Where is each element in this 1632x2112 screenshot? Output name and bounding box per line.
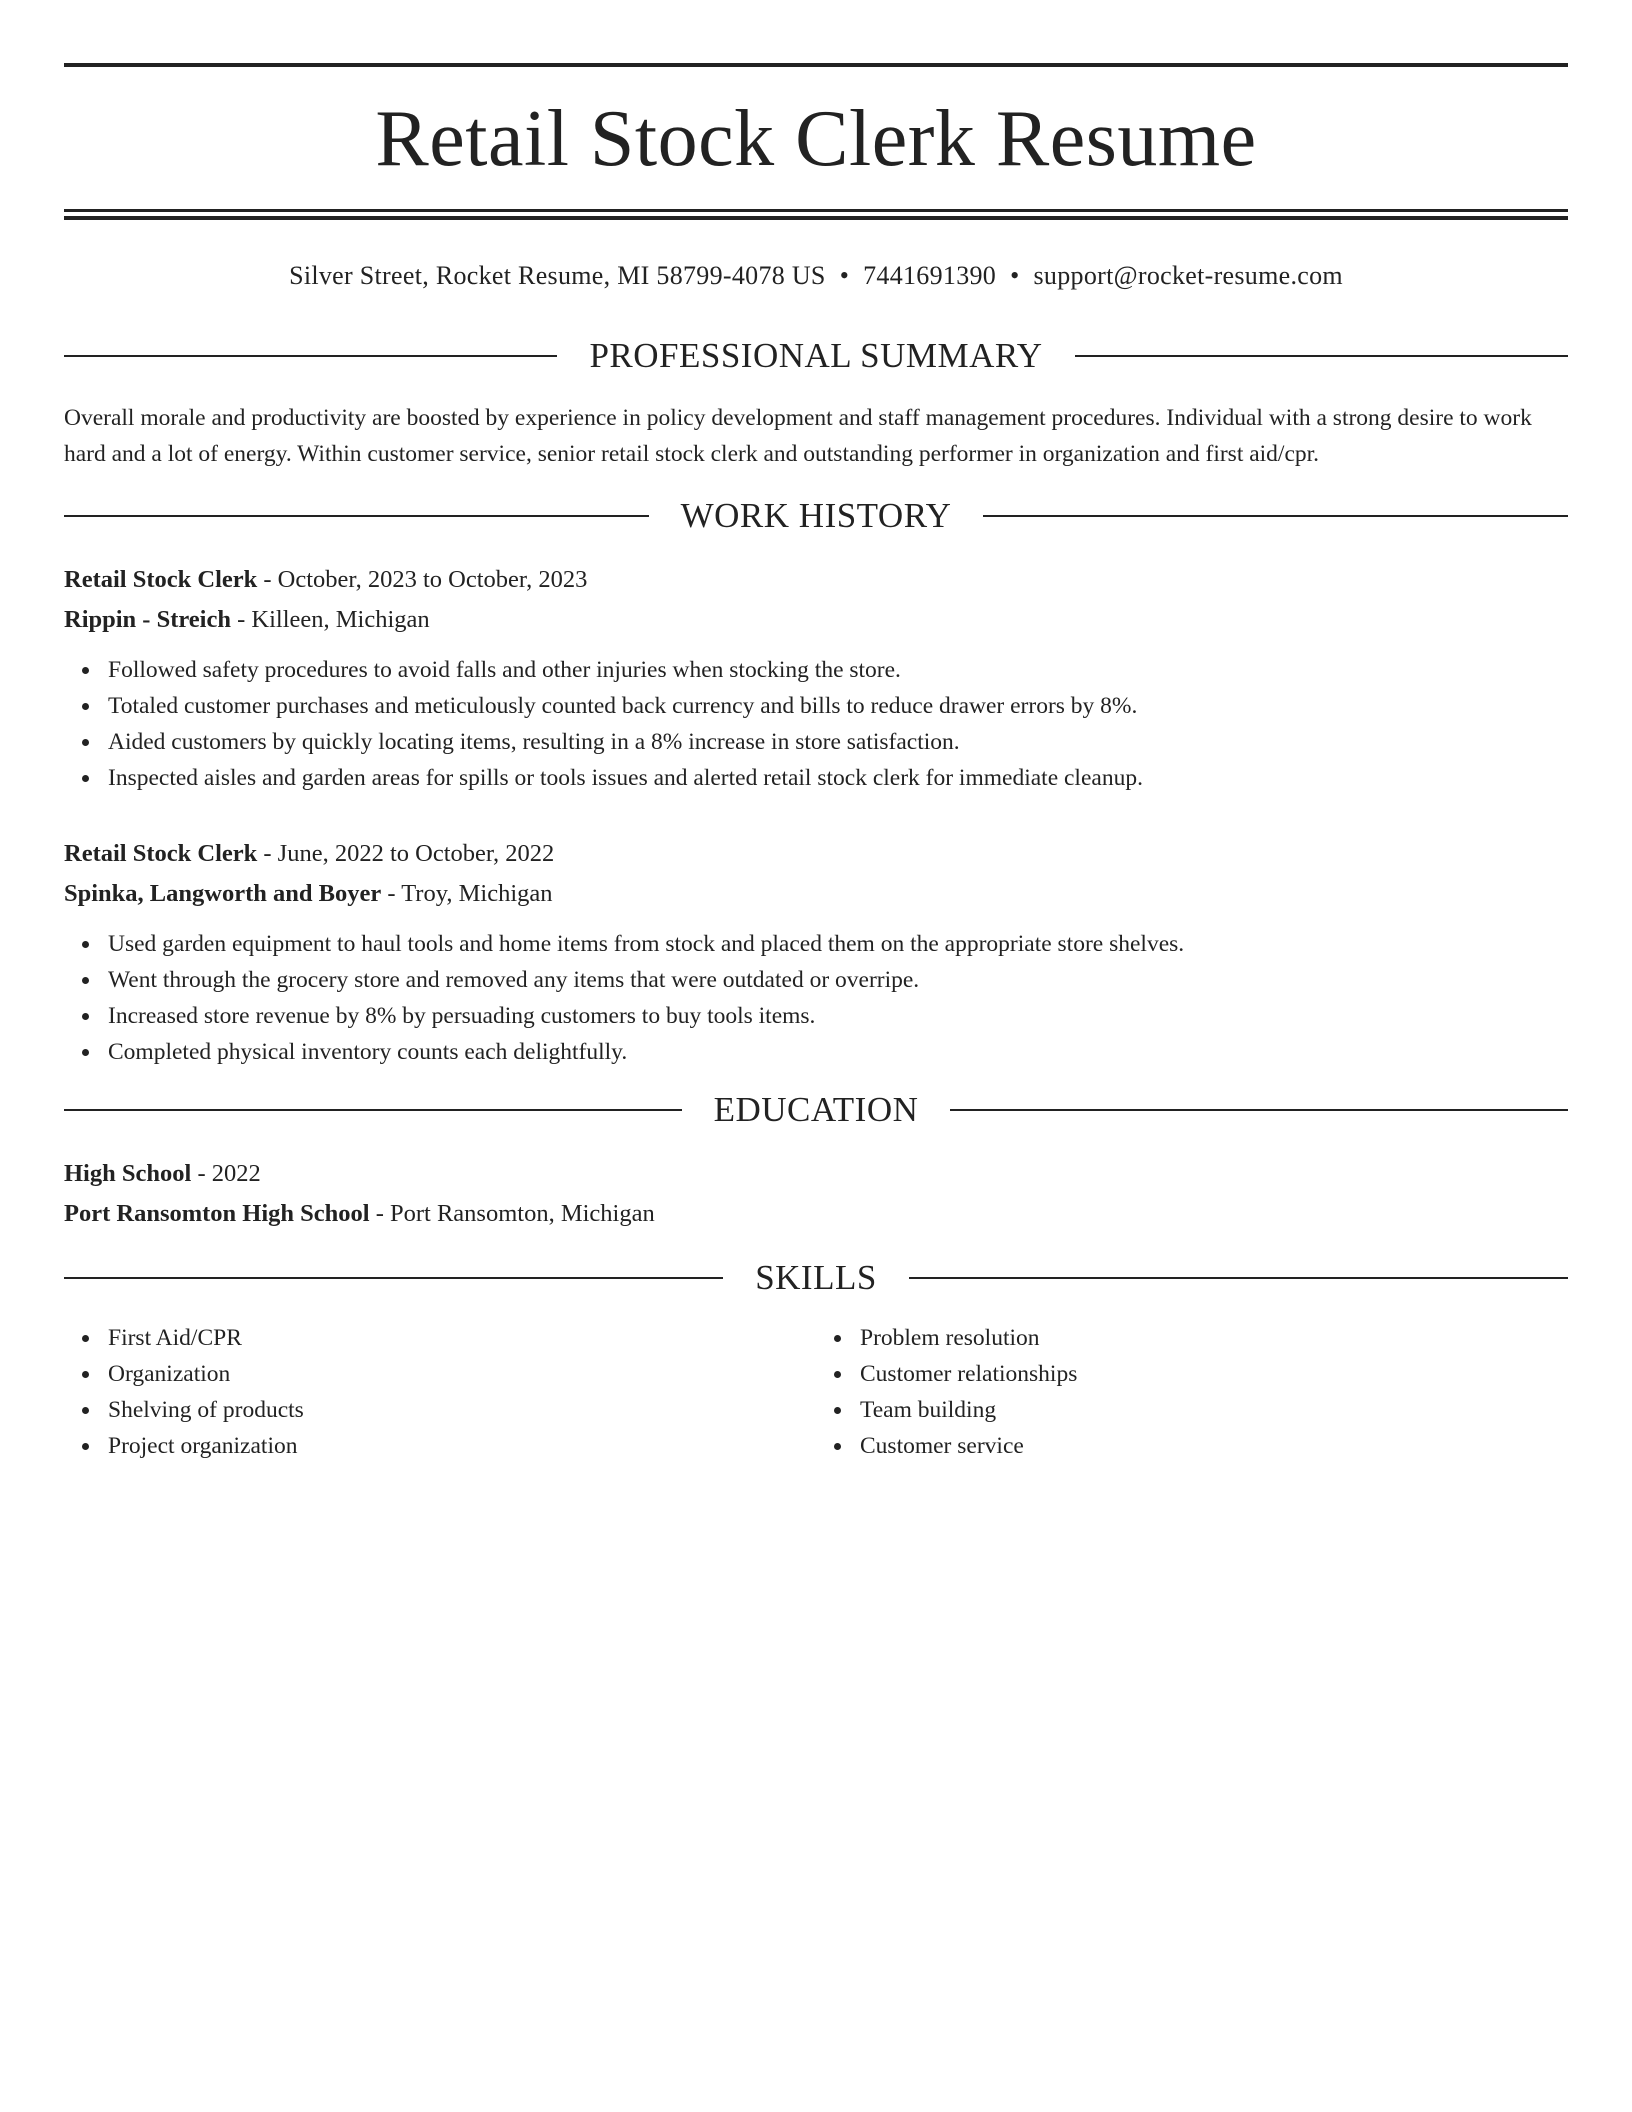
job-title-line: [64, 834, 1568, 874]
heading-rule: [64, 515, 649, 517]
job-title: Retail Stock Clerk: [64, 840, 258, 867]
job-dates: - October, 2023 to October, 2023: [257, 566, 588, 593]
skills-column-left: [64, 1320, 816, 1464]
education-school-line: [64, 1194, 1568, 1234]
education-year: - 2022: [191, 1160, 261, 1187]
contact-separator: •: [1010, 261, 1020, 290]
job-title: Retail Stock Clerk: [64, 566, 258, 593]
job-title-line: [64, 560, 1568, 600]
section-title: SKILLS: [755, 1258, 877, 1297]
job-bullets: [64, 652, 1568, 796]
heading-rule: [64, 355, 557, 357]
list-item: Aided customers by quickly locating items, resulting in a 8% increase in store satisfaction.: [108, 724, 1568, 760]
list-item: Went through the grocery store and removed any items that were outdated or overripe.: [108, 962, 1568, 998]
contact-phone: 7441691390: [863, 261, 997, 290]
list-item: Inspected aisles and garden areas for spills or tools issues and alerted retail stock clerk for immediate cleanup.: [108, 760, 1568, 796]
heading-rule: [64, 1109, 682, 1111]
summary-text: Overall morale and productivity are boosted by experience in policy development and staff management procedures. Individual with a strong desire to work hard and a lot of energy. Within customer service, senior retail stock clerk and outstanding performer in organization and first aid/cpr.: [64, 405, 1532, 467]
header-top-rule: [64, 63, 1568, 67]
section-heading-skills: [64, 1256, 1568, 1300]
job-bullets: [64, 926, 1568, 1070]
job-company-line: [64, 600, 1568, 640]
heading-rule: [1075, 355, 1568, 357]
job-entry: [64, 560, 1568, 796]
heading-rule: [64, 1277, 723, 1279]
skill-item: First Aid/CPR: [108, 1320, 816, 1356]
skill-item: Shelving of products: [108, 1392, 816, 1428]
resume-header: [64, 0, 1568, 296]
education-degree-line: [64, 1154, 1568, 1194]
skills-column-right: [816, 1320, 1568, 1464]
skills-list: [64, 1320, 1568, 1464]
list-item: Increased store revenue by 8% by persuading customers to buy tools items.: [108, 998, 1568, 1034]
section-heading-work-history: [64, 494, 1568, 538]
header-double-rule: [64, 209, 1568, 220]
contact-line: [64, 256, 1568, 296]
job-location: - Killeen, Michigan: [231, 606, 430, 633]
contact-address: Silver Street, Rocket Resume, MI 58799-4078 US: [289, 261, 826, 290]
section-title: PROFESSIONAL SUMMARY: [589, 336, 1043, 375]
list-item: Used garden equipment to haul tools and home items from stock and placed them on the appropriate store shelves.: [108, 926, 1568, 962]
resume-title: Retail Stock Clerk Resume: [375, 95, 1257, 183]
job-dates: - June, 2022 to October, 2022: [257, 840, 555, 867]
job-entry: [64, 834, 1568, 1070]
contact-email: support@rocket-resume.com: [1033, 261, 1343, 290]
skill-item: Customer relationships: [860, 1356, 1568, 1392]
list-item: Followed safety procedures to avoid falls and other injuries when stocking the store.: [108, 652, 1568, 688]
list-item: Completed physical inventory counts each delightfully.: [108, 1034, 1568, 1070]
heading-rule: [983, 515, 1568, 517]
contact-separator: •: [839, 261, 850, 290]
skill-item: Project organization: [108, 1428, 816, 1464]
skill-item: Team building: [860, 1392, 1568, 1428]
skill-item: Problem resolution: [860, 1320, 1568, 1356]
education-entry: [64, 1154, 1568, 1234]
education-degree: High School: [64, 1160, 192, 1187]
heading-rule: [950, 1109, 1568, 1111]
skill-item: Organization: [108, 1356, 816, 1392]
list-item: Totaled customer purchases and meticulously counted back currency and bills to reduce drawer errors by 8%.: [108, 688, 1568, 724]
job-location: - Troy, Michigan: [381, 880, 553, 907]
job-company: Spinka, Langworth and Boyer: [64, 880, 382, 907]
section-heading-education: [64, 1088, 1568, 1132]
job-company: Rippin - Streich: [64, 606, 231, 633]
section-heading-summary: [64, 334, 1568, 378]
section-title: WORK HISTORY: [680, 496, 952, 535]
job-company-line: [64, 874, 1568, 914]
heading-rule: [909, 1277, 1568, 1279]
education-location: - Port Ransomton, Michigan: [369, 1200, 655, 1227]
section-title: EDUCATION: [713, 1090, 919, 1129]
education-school: Port Ransomton High School: [64, 1200, 370, 1227]
skill-item: Customer service: [860, 1428, 1568, 1464]
